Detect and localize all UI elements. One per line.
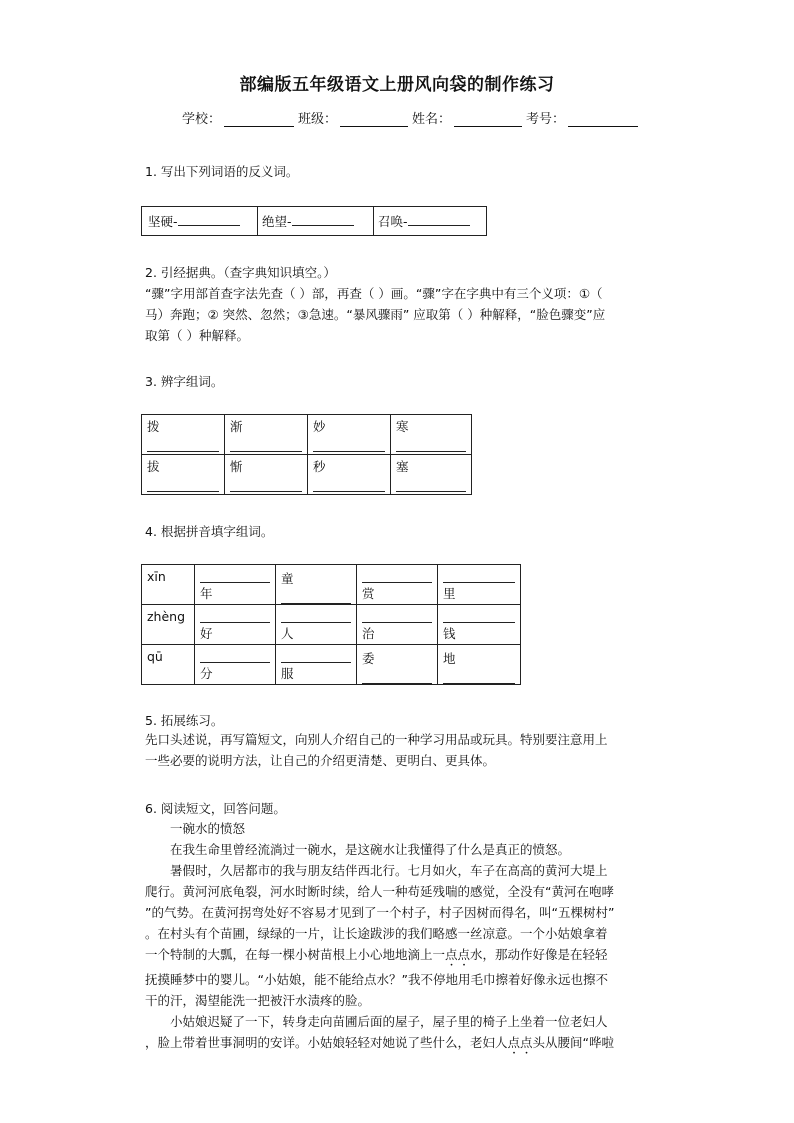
- passage-line: ”的气势。在黄河拐弯处好不容易才见到了一个村子，村子因树而得名，叫“五棵树村”: [145, 905, 615, 920]
- question-6-heading: 6. 阅读短文，回答问题。: [145, 801, 286, 816]
- question-1-text: 1. 写出下列词语的反义词。: [145, 164, 299, 179]
- char-cell: 拨: [142, 415, 225, 455]
- passage-line: 爬行。黄河河底龟裂，河水时断时续，给人一种苟延残喘的感觉，全没有“黄河在咆哮: [145, 884, 614, 899]
- pinyin-cell: xīn: [142, 565, 195, 605]
- blank-char-cell: 赏: [357, 565, 438, 605]
- blank-char-cell: 好: [195, 605, 276, 645]
- passage-line: ，脸上带着世事洞明的安详。小姑娘轻轻对她说了些什么，老妇人点点头从腰间“哗啦: [145, 1035, 615, 1050]
- antonym-table: [141, 206, 487, 236]
- answer-blank[interactable]: [147, 451, 219, 452]
- question-4-text: 4. 根据拼音填字组词。: [145, 524, 274, 539]
- emphasized-text: 点点: [445, 947, 471, 962]
- school-blank[interactable]: [224, 112, 294, 127]
- blank-char-cell: 钱: [438, 605, 521, 645]
- passage-line: 抚摸睡梦中的婴儿。“小姑娘，能不能给点水？”我不停地用毛巾擦着好像永远也擦不: [145, 972, 608, 987]
- char-cell: 渐: [225, 415, 308, 455]
- char-cell: 寒: [391, 415, 472, 455]
- class-blank[interactable]: [340, 112, 408, 127]
- answer-blank[interactable]: [292, 213, 354, 226]
- blank-char-cell: 分: [195, 645, 276, 685]
- antonym-cell: 绝望-: [258, 207, 374, 236]
- char-blank-cell: 地: [438, 645, 521, 685]
- question-2-heading: 2. 引经据典。（查字典知识填空。）: [145, 265, 336, 280]
- answer-blank[interactable]: [147, 491, 219, 492]
- text-line: 马）奔跑；② 突然、忽然；③急速。“暴风骤雨” 应取第（ ）种解释，“脸色骤变”应: [145, 307, 606, 322]
- question-5-body: [145, 729, 675, 771]
- question-3-text: 3. 辨字组词。: [145, 374, 224, 389]
- char-cell: 妙: [308, 415, 391, 455]
- passage-line: 在我生命里曾经流淌过一碗水，是这碗水让我懂得了什么是真正的愤怒。: [170, 842, 571, 857]
- antonym-cell: 召唤-: [374, 207, 487, 236]
- blank-char-cell: 里: [438, 565, 521, 605]
- answer-blank[interactable]: [230, 451, 302, 452]
- passage-line: 一个特制的大瓢，在每一棵小树苗根上小心地地滴上一点点水，那动作好像是在轻轻: [145, 947, 608, 962]
- class-label: 班级：: [298, 112, 338, 127]
- exam-number-blank[interactable]: [568, 112, 638, 127]
- pinyin-cell: qū: [142, 645, 195, 685]
- answer-blank[interactable]: [408, 213, 470, 226]
- answer-blank[interactable]: [313, 491, 385, 492]
- text-line: 先口头述说，再写篇短文，向别人介绍自己的一种学习用品或玩具。特别要注意用上: [145, 732, 608, 747]
- char-cell: 惭: [225, 455, 308, 495]
- pinyin-table: [141, 564, 521, 685]
- char-cell: 拔: [142, 455, 225, 495]
- blank-char-cell: 年: [195, 565, 276, 605]
- char-blank-cell: 委: [357, 645, 438, 685]
- blank-char-cell: 人: [276, 605, 357, 645]
- reading-passage: [145, 818, 675, 1057]
- passage-line: 。在村头有个苗圃，绿绿的一片，让长途跋涉的我们略感一丝凉意。一个小姑娘拿着: [145, 926, 608, 941]
- text-line: 一些必要的说明方法，让自己的介绍更清楚、更明白、更具体。: [145, 753, 496, 768]
- antonym-cell: 坚硬-: [142, 207, 258, 236]
- passage-title: 一碗水的愤怒: [170, 821, 246, 836]
- name-blank[interactable]: [454, 112, 522, 127]
- word-distinction-table: [141, 414, 472, 495]
- exam-number-label: 考号：: [526, 112, 566, 127]
- name-label: 姓名：: [412, 112, 452, 127]
- answer-blank[interactable]: [313, 451, 385, 452]
- answer-blank[interactable]: [443, 683, 515, 684]
- char-cell: 塞: [391, 455, 472, 495]
- answer-blank[interactable]: [396, 491, 466, 492]
- pinyin-cell: zhèng: [142, 605, 195, 645]
- passage-line: 干的汗，渴望能洗一把被汗水渍疼的脸。: [145, 993, 371, 1008]
- passage-line: 小姑娘迟疑了一下，转身走向苗圃后面的屋子，屋子里的椅子上坐着一位老妇人: [170, 1014, 608, 1029]
- page-title: 部编版五年级语文上册风向袋的制作练习: [239, 75, 555, 95]
- answer-blank[interactable]: [396, 451, 466, 452]
- text-line: 取第（ ）种解释。: [145, 328, 249, 343]
- passage-line: 暑假时，久居都市的我与朋友结伴西北行。七月如火，车子在高高的黄河大堤上: [170, 863, 608, 878]
- blank-char-cell: 服: [276, 645, 357, 685]
- answer-blank[interactable]: [230, 491, 302, 492]
- text-line: “骤”字用部首查字法先查（ ）部，再查（ ）画。“骤”字在字典中有三个义项：①（: [145, 286, 603, 301]
- student-info-line: [182, 108, 638, 127]
- char-cell: 秒: [308, 455, 391, 495]
- char-blank-cell: 童: [276, 565, 357, 605]
- emphasized-text: 点点: [507, 1035, 533, 1050]
- blank-char-cell: 治: [357, 605, 438, 645]
- school-label: 学校：: [182, 112, 222, 127]
- answer-blank[interactable]: [362, 683, 432, 684]
- answer-blank[interactable]: [178, 213, 240, 226]
- question-5-heading: 5. 拓展练习。: [145, 713, 224, 728]
- question-2-body: [145, 283, 675, 346]
